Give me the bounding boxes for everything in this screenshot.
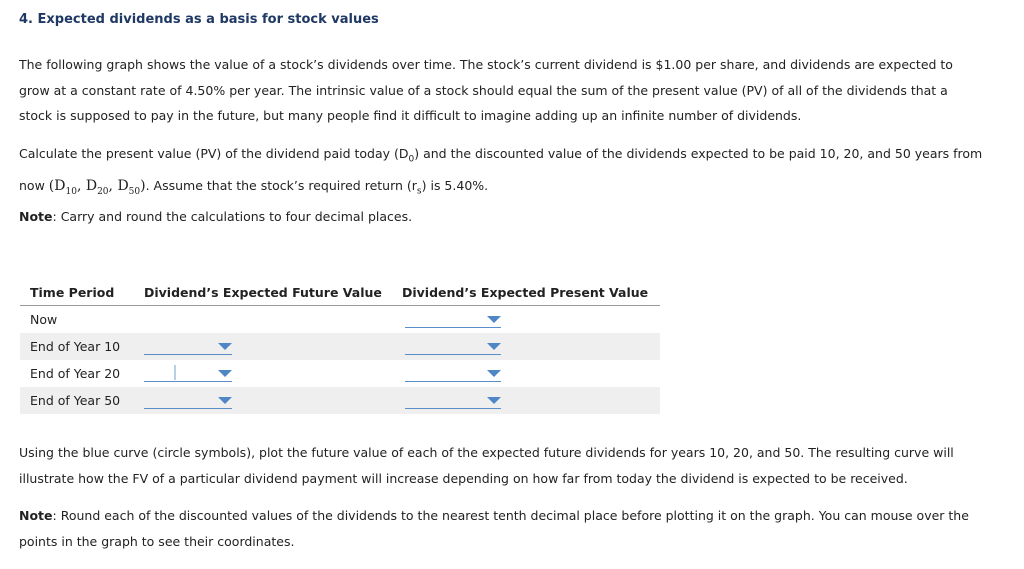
pv-cell <box>402 387 660 414</box>
pv-now-dropdown[interactable] <box>405 311 501 328</box>
period-label: End of Year 10 <box>20 333 144 360</box>
dividend-table <box>20 283 660 414</box>
header-time-period: Time Period <box>20 283 144 306</box>
chevron-down-icon <box>218 343 232 350</box>
fv-year20-dropdown[interactable] <box>144 365 232 382</box>
pv-year50-dropdown[interactable] <box>405 392 501 409</box>
chevron-down-icon <box>487 370 501 377</box>
pv-cell <box>402 306 660 334</box>
table-row-year-50 <box>20 387 660 414</box>
graph-instruction-paragraph: Using the blue curve (circle symbols), plot the future value of each of the expected future dividends for years 10, 20, and 50. The resulting curve will illustrate how the FV of a particular dividend payment will increase depending on how far from today the dividend is expected to be received. <box>19 445 954 486</box>
table-row-year-20 <box>20 360 660 387</box>
period-label: Now <box>30 312 58 327</box>
chevron-down-icon <box>487 316 501 323</box>
pv-year10-dropdown[interactable] <box>405 338 501 355</box>
fv-cell <box>144 360 402 387</box>
chevron-down-icon <box>487 343 501 350</box>
pv-cell <box>402 333 660 360</box>
period-label: End of Year 20 <box>30 366 121 381</box>
fv-year50-dropdown[interactable] <box>144 392 232 409</box>
fv-cell <box>144 333 402 360</box>
fv-cell <box>144 387 402 414</box>
table-row-now <box>20 306 660 334</box>
fv-cell-empty <box>144 306 402 334</box>
note-rounding: Note: Carry and round the calculations to four decimal places. <box>19 209 413 224</box>
fv-year10-dropdown[interactable] <box>144 338 232 355</box>
chevron-down-icon <box>218 370 232 377</box>
dividend-symbols: ($D_{10}$, $D_{20}$, $D_{50}$) <box>48 178 146 197</box>
header-present-value: Dividend’s Expected Present Value <box>402 283 660 306</box>
intro-paragraph: The following graph shows the value of a stock’s dividends over time. The stock’s current dividend is $1.00 per share, and dividends are expected to grow at a constant rate of 4.50% per year. The intrinsic value of a stock should equal the sum of the present value (PV) of all of the dividends that a stock is supposed to pay in the future, but many people find it difficult to imagine adding up an infinite number of dividends. <box>19 57 953 123</box>
text-cursor <box>174 365 176 380</box>
chevron-down-icon <box>218 397 232 404</box>
pv-cell <box>402 360 660 387</box>
instruction-paragraph: Calculate the present value (PV) of the dividend paid today $(D_0)$ and the discounted value of the dividends expected to be paid 10, 20, and 50 years from now ($D_{10}$, $D_{20}$, $D_{50}$). Assume that the stock’s required return $(r_s)$ is 5.40%. <box>19 146 983 197</box>
pv-year20-dropdown[interactable] <box>405 365 501 382</box>
header-future-value: Dividend’s Expected Future Value <box>144 283 402 306</box>
question-heading: 4. Expected dividends as a basis for stock values <box>19 12 379 27</box>
chevron-down-icon <box>487 397 501 404</box>
period-label: End of Year 50 <box>20 387 144 414</box>
note-plotting: Note: Round each of the discounted values of the dividends to the nearest tenth decimal place before plotting it on the graph. You can mouse over the points in the graph to see their coordinates. <box>19 508 969 549</box>
table-row-year-10 <box>20 333 660 360</box>
